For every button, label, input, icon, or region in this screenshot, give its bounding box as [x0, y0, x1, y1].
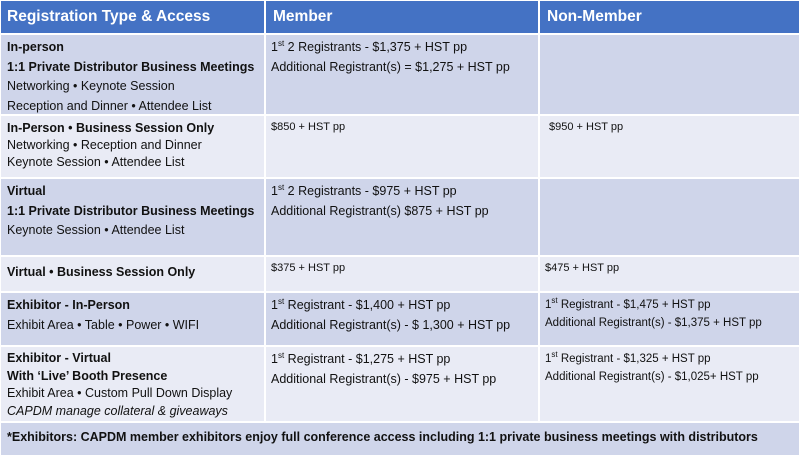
registration-type-title: Exhibitor - In-Person: [7, 298, 130, 312]
member-price-line: $850 + HST pp: [271, 121, 346, 133]
registration-type-cell: [1, 257, 266, 291]
registration-type-cell: [1, 179, 266, 255]
non-member-price-cell: [540, 257, 799, 291]
registration-type-detail: Networking • Reception and Dinner: [7, 138, 202, 152]
registration-type-cell: [1, 35, 266, 114]
member-price-line: 1st Registrant - $1,400 + HST pp: [271, 296, 451, 312]
member-price-line: 1st 2 Registrants - $975 + HST pp: [271, 182, 457, 198]
non-member-price-cell: [540, 347, 799, 421]
registration-type-title: In-Person • Business Session Only: [7, 121, 215, 135]
registration-type-detail: Reception and Dinner • Attendee List: [7, 98, 212, 113]
registration-type-subtitle: 1:1 Private Distributor Business Meetings: [7, 203, 255, 218]
non-member-price-cell: [540, 293, 799, 345]
table-row: [1, 116, 799, 179]
member-price-line: Additional Registrant(s) = $1,275 + HST pp: [271, 59, 510, 74]
member-price-line: $375 + HST pp: [271, 262, 346, 274]
registration-type-title: Virtual • Business Session Only: [7, 265, 196, 279]
non-member-price-line: $950 + HST pp: [549, 121, 624, 133]
member-price-line: Additional Registrant(s) - $975 + HST pp: [271, 371, 497, 386]
member-price-cell: [266, 35, 540, 114]
member-price-line: 1st Registrant - $1,275 + HST pp: [271, 350, 451, 366]
member-price-cell: [266, 347, 540, 421]
registration-type-detail: Exhibit Area • Custom Pull Down Display: [7, 386, 233, 400]
exhibitor-footnote: *Exhibitors: CAPDM member exhibitors enjoy full conference access including 1:1 private business meetings with distributors: [1, 423, 799, 455]
table-header-row: [1, 1, 799, 35]
registration-type-subtitle: 1:1 Private Distributor Business Meetings: [7, 59, 255, 74]
registration-type-cell: [1, 293, 266, 345]
header-non-member: Non-Member: [547, 8, 642, 25]
member-price-line: Additional Registrant(s) $875 + HST pp: [271, 203, 489, 218]
member-price-line: Additional Registrant(s) - $ 1,300 + HST pp: [271, 317, 511, 332]
registration-type-note: CAPDM manage collateral & giveaways: [7, 403, 228, 418]
registration-type-detail: Keynote Session • Attendee List: [7, 155, 185, 169]
registration-type-title: Exhibitor - Virtual: [7, 351, 111, 365]
table-row: [1, 257, 799, 293]
non-member-price-line: 1st Registrant - $1,475 + HST pp: [545, 296, 711, 311]
registration-type-detail: Networking • Keynote Session: [7, 79, 175, 93]
non-member-price-line: $475 + HST pp: [545, 262, 620, 274]
registration-type-title: In-person: [7, 40, 64, 54]
table-row: [1, 347, 799, 423]
non-member-price-line: Additional Registrant(s) - $1,375 + HST pp: [545, 317, 762, 329]
non-member-price-cell: [540, 116, 799, 177]
non-member-price-line: 1st Registrant - $1,325 + HST pp: [545, 350, 711, 365]
member-price-line: 1st 2 Registrants - $1,375 + HST pp: [271, 38, 468, 54]
registration-type-cell: [1, 116, 266, 177]
registration-type-detail: Exhibit Area • Table • Power • WIFI: [7, 317, 200, 332]
registration-table: [1, 1, 799, 455]
registration-type-cell: [1, 347, 266, 421]
member-price-cell: [266, 293, 540, 345]
registration-type-detail: Keynote Session • Attendee List: [7, 223, 185, 237]
non-member-price-cell: [540, 35, 799, 114]
non-member-price-cell: [540, 179, 799, 255]
table-row: [1, 293, 799, 347]
header-registration-type: Registration Type & Access: [1, 1, 266, 33]
registration-type-title: Virtual: [7, 184, 46, 198]
non-member-price-line: Additional Registrant(s) - $1,025+ HST pp: [545, 371, 759, 383]
table-row: [1, 35, 799, 116]
table-row: [1, 179, 799, 257]
member-price-cell: [266, 179, 540, 255]
header-member: Member: [266, 1, 540, 33]
registration-type-subtitle: With ‘Live’ Booth Presence: [7, 368, 168, 383]
member-price-cell: [266, 116, 540, 177]
member-price-cell: [266, 257, 540, 291]
